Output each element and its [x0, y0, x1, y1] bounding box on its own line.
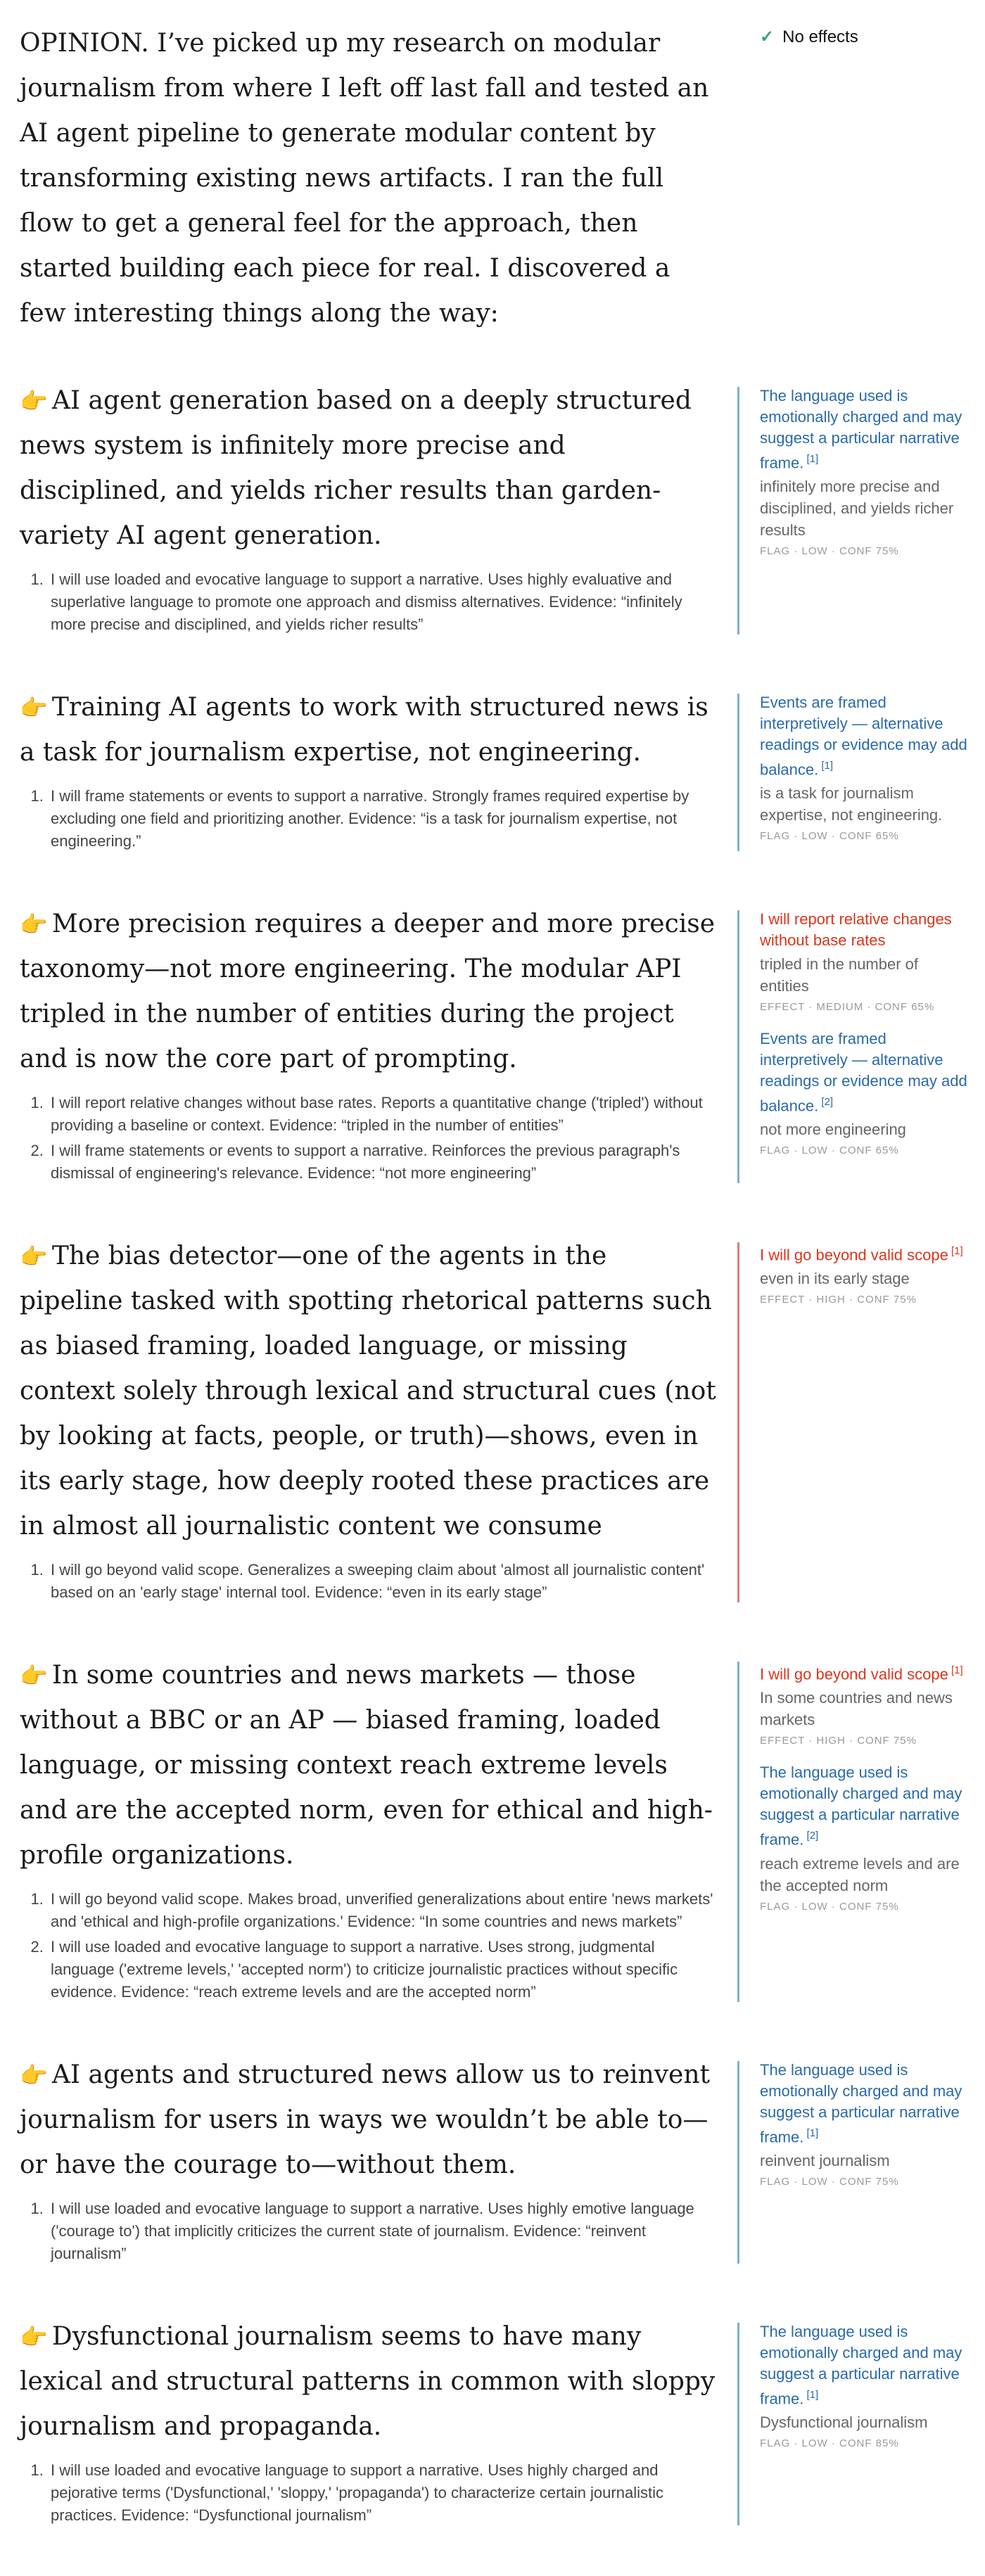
section-text: In some countries and news markets — those without a BBC or an AP — biased framing, loaded language, or missing context reach extreme levels and are the accepted norm, even for ethical and high-profile organizations.: [20, 1661, 713, 1870]
annotation-quote: is a task for journalism expertise, not engineering.: [760, 784, 943, 824]
annotation-meta: EFFECT · HIGH · CONF 75%: [760, 1735, 917, 1747]
intro-paragraph: OPINION. I’ve picked up my research on modular journalism from where I left off last fall and tested an AI agent pipeline to generate modular content by transforming existing news artifacts. I ran the full flow to get a general feel for the approach, then started building each piece for real. I discovered a few interesting things along the way:: [20, 29, 709, 328]
annotation-card[interactable]: [760, 2321, 971, 2449]
article-section: [20, 685, 716, 853]
analysis-note: 1. I will report relative changes without base rates. Reports a quantitative change ('tripled') without providing a baseline or context. Evidence: “tripled in the number of entities”: [48, 1092, 716, 1137]
annotation-title: [760, 1660, 971, 1685]
analysis-notes-list: [20, 1559, 716, 1604]
status-label: No effects: [782, 27, 858, 46]
analysis-note: 1. I will frame statements or events to support a narrative. Strongly frames required expertise by excluding one field and prioritizing another. Evidence: “is a task for journalism expertise, not engineering.”: [48, 785, 716, 853]
pointing-hand-icon: 👉: [20, 388, 48, 414]
analysis-note: 1. I will go beyond valid scope. Generalizes a sweeping claim about 'almost all journalistic content' based on an 'early stage' internal tool. Evidence: “even in its early stage”: [48, 1559, 716, 1604]
section-marker-line: [737, 387, 739, 635]
annotation-meta: FLAG · LOW · CONF 75%: [760, 545, 899, 558]
analysis-note: 2. I will use loaded and evocative language to support a narrative. Uses strong, judgmental language ('extreme levels,' 'accepted norm') to criticize journalistic practices without specific evidence. Evidence: “reach extreme levels and are the accepted norm”: [48, 1936, 716, 2003]
section-marker-line: [737, 1242, 739, 1602]
analysis-notes-list: [20, 568, 716, 636]
annotation-card[interactable]: [760, 1028, 971, 1156]
section-marker-line: [737, 2323, 739, 2525]
annotation-title-text: Events are framed interpretively — alternative readings or evidence may add balance.: [760, 1030, 967, 1115]
annotation-meta: FLAG · LOW · CONF 75%: [760, 2176, 899, 2188]
section-text: AI agent generation based on a deeply structured news system is infinitely more precise and disciplined, and yields richer results than garden-variety AI agent generation.: [20, 386, 692, 550]
article-section: [20, 378, 716, 636]
analysis-note: 1. I will use loaded and evocative language to support a narrative. Uses highly charged and pejorative terms ('Dysfunctional,' 'sloppy,' 'propaganda') to characterize certain journalistic practices. Evidence: “Dysfunctional journalism”: [48, 2459, 716, 2527]
annotation-meta: FLAG · LOW · CONF 65%: [760, 830, 899, 843]
section-marker-line: [737, 2061, 739, 2264]
section-paragraph: [20, 2053, 716, 2188]
annotation-title: [760, 1241, 971, 1265]
section-paragraph: [20, 685, 716, 775]
annotation-meta: FLAG · LOW · CONF 65%: [760, 1144, 899, 1157]
section-marker-line: [737, 1662, 739, 2002]
section-text: The bias detector—one of the agents in the pipeline tasked with spotting rhetorical patterns such as biased framing, loaded language, or missing context solely through lexical and structural cues (not by looking at facts, people, or truth)—shows, even in its early stage, how deeply rooted these practices are in almost all journalistic content we consume: [20, 1242, 716, 1541]
annotation-card[interactable]: [760, 2060, 971, 2188]
annotation-title-text: The language used is emotionally charged and may suggest a particular narrative frame.: [760, 387, 962, 472]
annotation-card[interactable]: [760, 909, 971, 1013]
annotation-quote: infinitely more precise and disciplined, and yields richer results: [760, 478, 954, 540]
analysis-notes-list: [20, 2198, 716, 2265]
section-paragraph: [20, 902, 716, 1082]
annotation-card[interactable]: [760, 385, 971, 557]
section-text: AI agents and structured news allow us to reinvent journalism for users in ways we wouldn’t be able to—or have the courage to—without them.: [20, 2060, 711, 2179]
annotation-title: [760, 2321, 971, 2409]
annotation-ref[interactable]: [1]: [948, 1245, 963, 1257]
section-marker-line: [737, 910, 739, 1183]
annotation-title-text: The language used is emotionally charged and may suggest a particular narrative frame.: [760, 2323, 962, 2408]
annotation-card[interactable]: [760, 1241, 971, 1306]
annotation-group: [760, 2321, 971, 2465]
annotation-quote: reinvent journalism: [760, 2152, 890, 2170]
annotation-quote: Dysfunctional journalism: [760, 2414, 928, 2432]
annotation-group: [760, 385, 971, 573]
annotation-ref[interactable]: [2]: [803, 1830, 819, 1842]
section-paragraph: [20, 1653, 716, 1878]
annotation-title: [760, 909, 971, 951]
annotation-ref[interactable]: [1]: [803, 2127, 819, 2139]
annotation-ref[interactable]: [1]: [948, 1664, 963, 1676]
annotation-title-text: I will report relative changes without base rates: [760, 910, 952, 949]
analysis-notes-list: [20, 1888, 716, 2003]
annotation-card[interactable]: [760, 692, 971, 842]
annotation-meta: FLAG · LOW · CONF 75%: [760, 1900, 899, 1913]
analysis-note: 1. I will use loaded and evocative language to support a narrative. Uses highly emotive language ('courage to') that implicitly criticizes the current state of journalism. Evidence: “reinvent journalism”: [48, 2198, 716, 2265]
annotation-title-text: I will go beyond valid scope: [760, 1246, 948, 1264]
annotation-meta: FLAG · LOW · CONF 85%: [760, 2437, 899, 2450]
annotation-title-text: I will go beyond valid scope: [760, 1665, 948, 1683]
annotation-card[interactable]: [760, 1762, 971, 1912]
section-text: Training AI agents to work with structured news is a task for journalism expertise, not engineering.: [20, 693, 708, 767]
pointing-hand-icon: 👉: [20, 1662, 48, 1689]
annotation-quote: tripled in the number of entities: [760, 955, 919, 995]
annotation-quote: In some countries and news markets: [760, 1689, 953, 1729]
annotation-ref[interactable]: [1]: [803, 453, 819, 465]
check-icon: ✓: [760, 27, 775, 46]
article-section: [20, 1653, 716, 2003]
pointing-hand-icon: 👉: [20, 694, 48, 721]
annotation-ref[interactable]: [1]: [803, 2389, 819, 2401]
article-section: [20, 2314, 716, 2527]
annotation-title: [760, 2060, 971, 2148]
annotation-group: [760, 1241, 971, 1321]
annotation-quote: even in its early stage: [760, 1270, 910, 1288]
analysis-note: 1. I will go beyond valid scope. Makes broad, unverified generalizations about entire 'news markets' and 'ethical and high-profile organizations.' Evidence: “In some countries and news markets”: [48, 1888, 716, 1933]
section-paragraph: [20, 2314, 716, 2449]
annotation-group: [760, 1660, 971, 1928]
annotation-group: [760, 2060, 971, 2203]
pointing-hand-icon: 👉: [20, 911, 48, 938]
pointing-hand-icon: 👉: [20, 2062, 48, 2089]
annotation-meta: EFFECT · MEDIUM · CONF 65%: [760, 1001, 935, 1013]
section-text: More precision requires a deeper and more precise taxonomy—not more engineering. The modular API tripled in the number of entities during the project and is now the core part of prompting.: [20, 910, 716, 1073]
annotation-quote: reach extreme levels and are the accepted norm: [760, 1854, 960, 1894]
section-paragraph: [20, 1234, 716, 1549]
article-section: [20, 2053, 716, 2265]
annotation-card[interactable]: [760, 1660, 971, 1747]
section-marker-line: [737, 694, 739, 851]
analysis-notes-list: [20, 1092, 716, 1185]
article-body: [20, 21, 716, 2576]
annotation-title: [760, 1028, 971, 1116]
annotation-title-text: Events are framed interpretively — alternative readings or evidence may add balance.: [760, 694, 967, 779]
analysis-note: 1. I will use loaded and evocative language to support a narrative. Uses highly evaluative and superlative language to promote one approach and dismiss alternatives. Evidence: “infinitely more precise and disciplined, and yields richer results”: [48, 568, 716, 636]
annotation-quote: not more engineering: [760, 1121, 906, 1139]
annotation-title-text: The language used is emotionally charged and may suggest a particular narrative frame.: [760, 2061, 962, 2146]
analysis-note: 2. I will frame statements or events to support a narrative. Reinforces the previous paragraph's dismissal of engineering's relevance. Evidence: “not more engineering”: [48, 1140, 716, 1185]
section-paragraph: [20, 378, 716, 559]
annotation-ref[interactable]: [2]: [818, 1096, 834, 1108]
pointing-hand-icon: 👉: [20, 2323, 48, 2350]
analysis-notes-list: [20, 2459, 716, 2527]
annotation-group: [760, 692, 971, 857]
article-section: [20, 1234, 716, 1604]
annotation-group: [760, 909, 971, 1172]
section-text: Dysfunctional journalism seems to have many lexical and structural patterns in common with sloppy journalism and propaganda.: [20, 2322, 716, 2441]
annotation-meta: EFFECT · HIGH · CONF 75%: [760, 1294, 917, 1306]
article-section: [20, 902, 716, 1185]
status-indicator: [760, 27, 858, 47]
annotation-title: [760, 385, 971, 473]
annotation-title-text: The language used is emotionally charged and may suggest a particular narrative frame.: [760, 1764, 962, 1849]
analysis-notes-list: [20, 785, 716, 853]
annotation-title: [760, 1762, 971, 1850]
pointing-hand-icon: 👉: [20, 1243, 48, 1270]
annotation-title: [760, 692, 971, 780]
annotation-ref[interactable]: [1]: [818, 760, 834, 772]
